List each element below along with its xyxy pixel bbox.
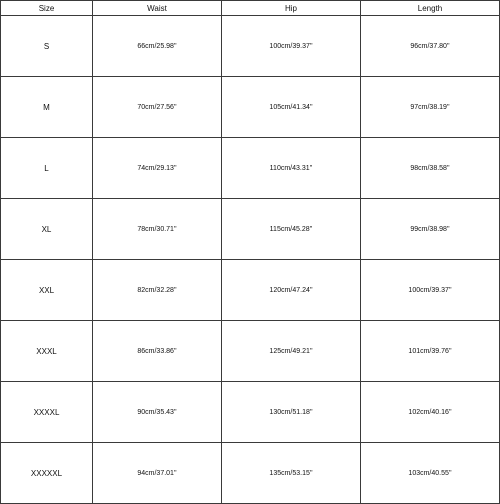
size-cell: L bbox=[1, 138, 93, 199]
table-row bbox=[1, 382, 500, 443]
size-cell: S bbox=[1, 16, 93, 77]
length-cell: 102cm/40.16'' bbox=[361, 382, 500, 443]
table-row bbox=[1, 260, 500, 321]
waist-cell: 94cm/37.01'' bbox=[93, 443, 222, 504]
header-length: Length bbox=[361, 1, 500, 16]
hip-cell: 125cm/49.21'' bbox=[222, 321, 361, 382]
table-row bbox=[1, 77, 500, 138]
waist-cell: 82cm/32.28'' bbox=[93, 260, 222, 321]
waist-cell: 90cm/35.43'' bbox=[93, 382, 222, 443]
table-row bbox=[1, 321, 500, 382]
length-cell: 101cm/39.76'' bbox=[361, 321, 500, 382]
hip-cell: 100cm/39.37'' bbox=[222, 16, 361, 77]
hip-cell: 105cm/41.34'' bbox=[222, 77, 361, 138]
hip-cell: 120cm/47.24'' bbox=[222, 260, 361, 321]
length-cell: 98cm/38.58'' bbox=[361, 138, 500, 199]
waist-cell: 70cm/27.56'' bbox=[93, 77, 222, 138]
hip-cell: 115cm/45.28'' bbox=[222, 199, 361, 260]
header-size: Size bbox=[1, 1, 93, 16]
hip-cell: 110cm/43.31'' bbox=[222, 138, 361, 199]
size-cell: XXXXXL bbox=[1, 443, 93, 504]
header-waist: Waist bbox=[93, 1, 222, 16]
header-row bbox=[1, 1, 500, 16]
table-row bbox=[1, 138, 500, 199]
size-chart-body bbox=[1, 16, 500, 504]
size-chart-header bbox=[1, 1, 500, 16]
length-cell: 96cm/37.80'' bbox=[361, 16, 500, 77]
waist-cell: 74cm/29.13'' bbox=[93, 138, 222, 199]
length-cell: 100cm/39.37'' bbox=[361, 260, 500, 321]
length-cell: 103cm/40.55'' bbox=[361, 443, 500, 504]
size-cell: XXXL bbox=[1, 321, 93, 382]
table-row bbox=[1, 16, 500, 77]
size-cell: M bbox=[1, 77, 93, 138]
size-cell: XXXXL bbox=[1, 382, 93, 443]
size-cell: XXL bbox=[1, 260, 93, 321]
table-row bbox=[1, 199, 500, 260]
length-cell: 99cm/38.98'' bbox=[361, 199, 500, 260]
table-row bbox=[1, 443, 500, 504]
waist-cell: 66cm/25.98'' bbox=[93, 16, 222, 77]
header-hip: Hip bbox=[222, 1, 361, 16]
length-cell: 97cm/38.19'' bbox=[361, 77, 500, 138]
hip-cell: 135cm/53.15'' bbox=[222, 443, 361, 504]
waist-cell: 86cm/33.86'' bbox=[93, 321, 222, 382]
hip-cell: 130cm/51.18'' bbox=[222, 382, 361, 443]
waist-cell: 78cm/30.71'' bbox=[93, 199, 222, 260]
size-cell: XL bbox=[1, 199, 93, 260]
